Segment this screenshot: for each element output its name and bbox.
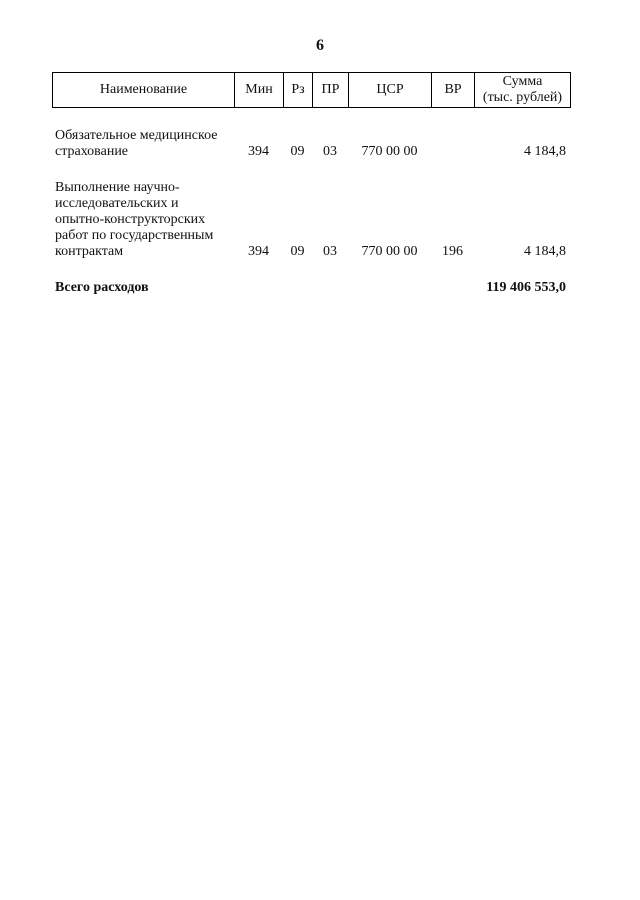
row-name-line: контрактам (55, 244, 124, 259)
header-min: Мин (235, 73, 284, 108)
total-label: Всего расходов (55, 280, 149, 295)
table-row (52, 120, 570, 160)
row-min: 394 (248, 244, 269, 259)
row-rz: 09 (290, 244, 305, 259)
row-name-line: опытно-конструкторских (55, 212, 206, 227)
header-name: Наименование (53, 73, 235, 108)
row-sum: 4 184,8 (524, 244, 566, 259)
row-rz: 09 (290, 144, 305, 159)
table-body (52, 120, 570, 296)
table-header (52, 72, 571, 108)
header-sum-line2: (тыс. рублей) (482, 90, 563, 105)
header-rz: Рз (284, 73, 313, 108)
row-min: 394 (248, 144, 269, 159)
header-sum-line1: Сумма (502, 74, 543, 89)
total-row (52, 260, 570, 296)
total-sum: 119 406 553,0 (486, 280, 566, 295)
row-csr: 770 00 00 (361, 244, 418, 259)
header-csr: ЦСР (349, 73, 432, 108)
row-name-line: работ по государственным (55, 228, 214, 243)
row-name-line: Выполнение научно- (55, 180, 180, 195)
row-vr: 196 (442, 244, 463, 259)
header-vr: ВР (432, 73, 475, 108)
row-vr (431, 120, 474, 160)
row-name (52, 160, 234, 260)
row-name-line: страхование (55, 144, 129, 159)
row-name-line: Обязательное медицинское (55, 128, 218, 143)
row-sum: 4 184,8 (524, 144, 566, 159)
header-pr: ПР (313, 73, 349, 108)
row-csr: 770 00 00 (361, 144, 418, 159)
page-number: 6 (316, 37, 324, 54)
row-name (52, 120, 234, 160)
table-row (52, 160, 570, 260)
header-sum (475, 73, 571, 108)
row-pr: 03 (323, 244, 337, 259)
row-pr: 03 (323, 144, 337, 159)
row-name-line: исследовательских и (55, 196, 179, 211)
